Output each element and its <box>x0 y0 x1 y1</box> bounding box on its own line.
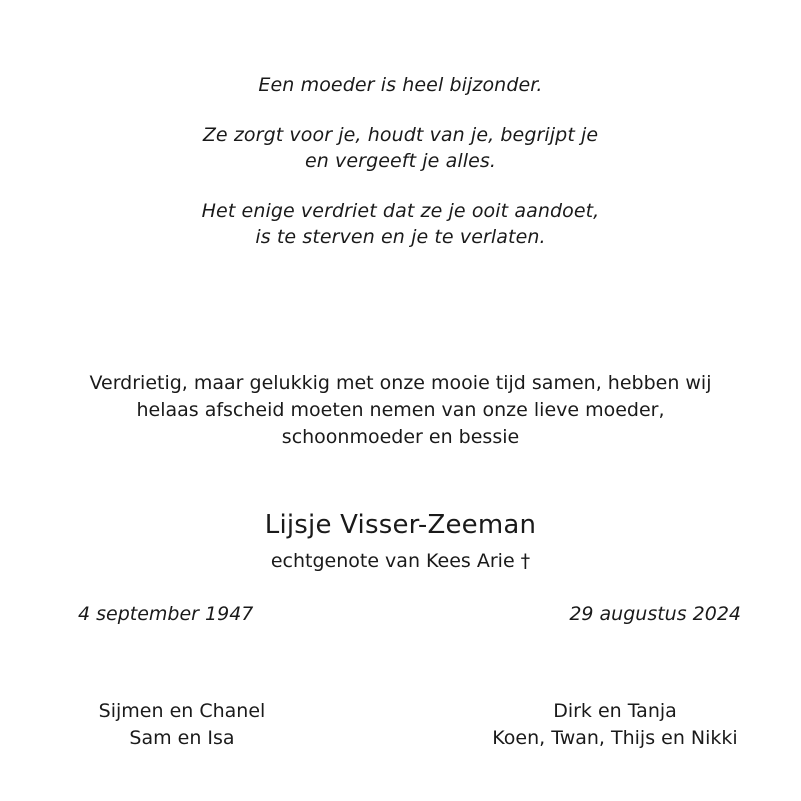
announcement-text <box>0 370 801 451</box>
poem-stanza-3 <box>0 198 801 250</box>
poem-line: en vergeeft je alles. <box>304 150 497 172</box>
spouse-line: echtgenote van Kees Arie † <box>270 550 531 572</box>
family-name-line: Sam en Isa <box>129 727 235 749</box>
poem-stanza-2 <box>0 122 801 174</box>
family-name-line: Dirk en Tanja <box>553 700 677 722</box>
family-left <box>58 698 306 752</box>
birth-date: 4 september 1947 <box>78 603 254 625</box>
poem-line: Het enige verdriet dat ze je ooit aandoet, <box>201 200 600 222</box>
poem-line: Een moeder is heel bijzonder. <box>258 74 543 96</box>
deceased-name: Lijsje Visser-Zeeman <box>264 510 537 540</box>
poem-line: Ze zorgt voor je, houdt van je, begrijpt je <box>202 124 599 146</box>
announcement-line: Verdrietig, maar gelukkig met onze mooie tijd samen, hebben wij <box>89 372 712 394</box>
poem <box>0 72 801 274</box>
death-date: 29 augustus 2024 <box>569 603 741 625</box>
family-right <box>465 698 765 752</box>
family-name-line: Sijmen en Chanel <box>98 700 266 722</box>
family-name-line: Koen, Twan, Thijs en Nikki <box>492 727 738 749</box>
poem-stanza-1 <box>0 72 801 98</box>
announcement-line: schoonmoeder en bessie <box>281 426 520 448</box>
poem-line: is te sterven en je te verlaten. <box>255 226 546 248</box>
announcement-line: helaas afscheid moeten nemen van onze lieve moeder, <box>136 399 665 421</box>
